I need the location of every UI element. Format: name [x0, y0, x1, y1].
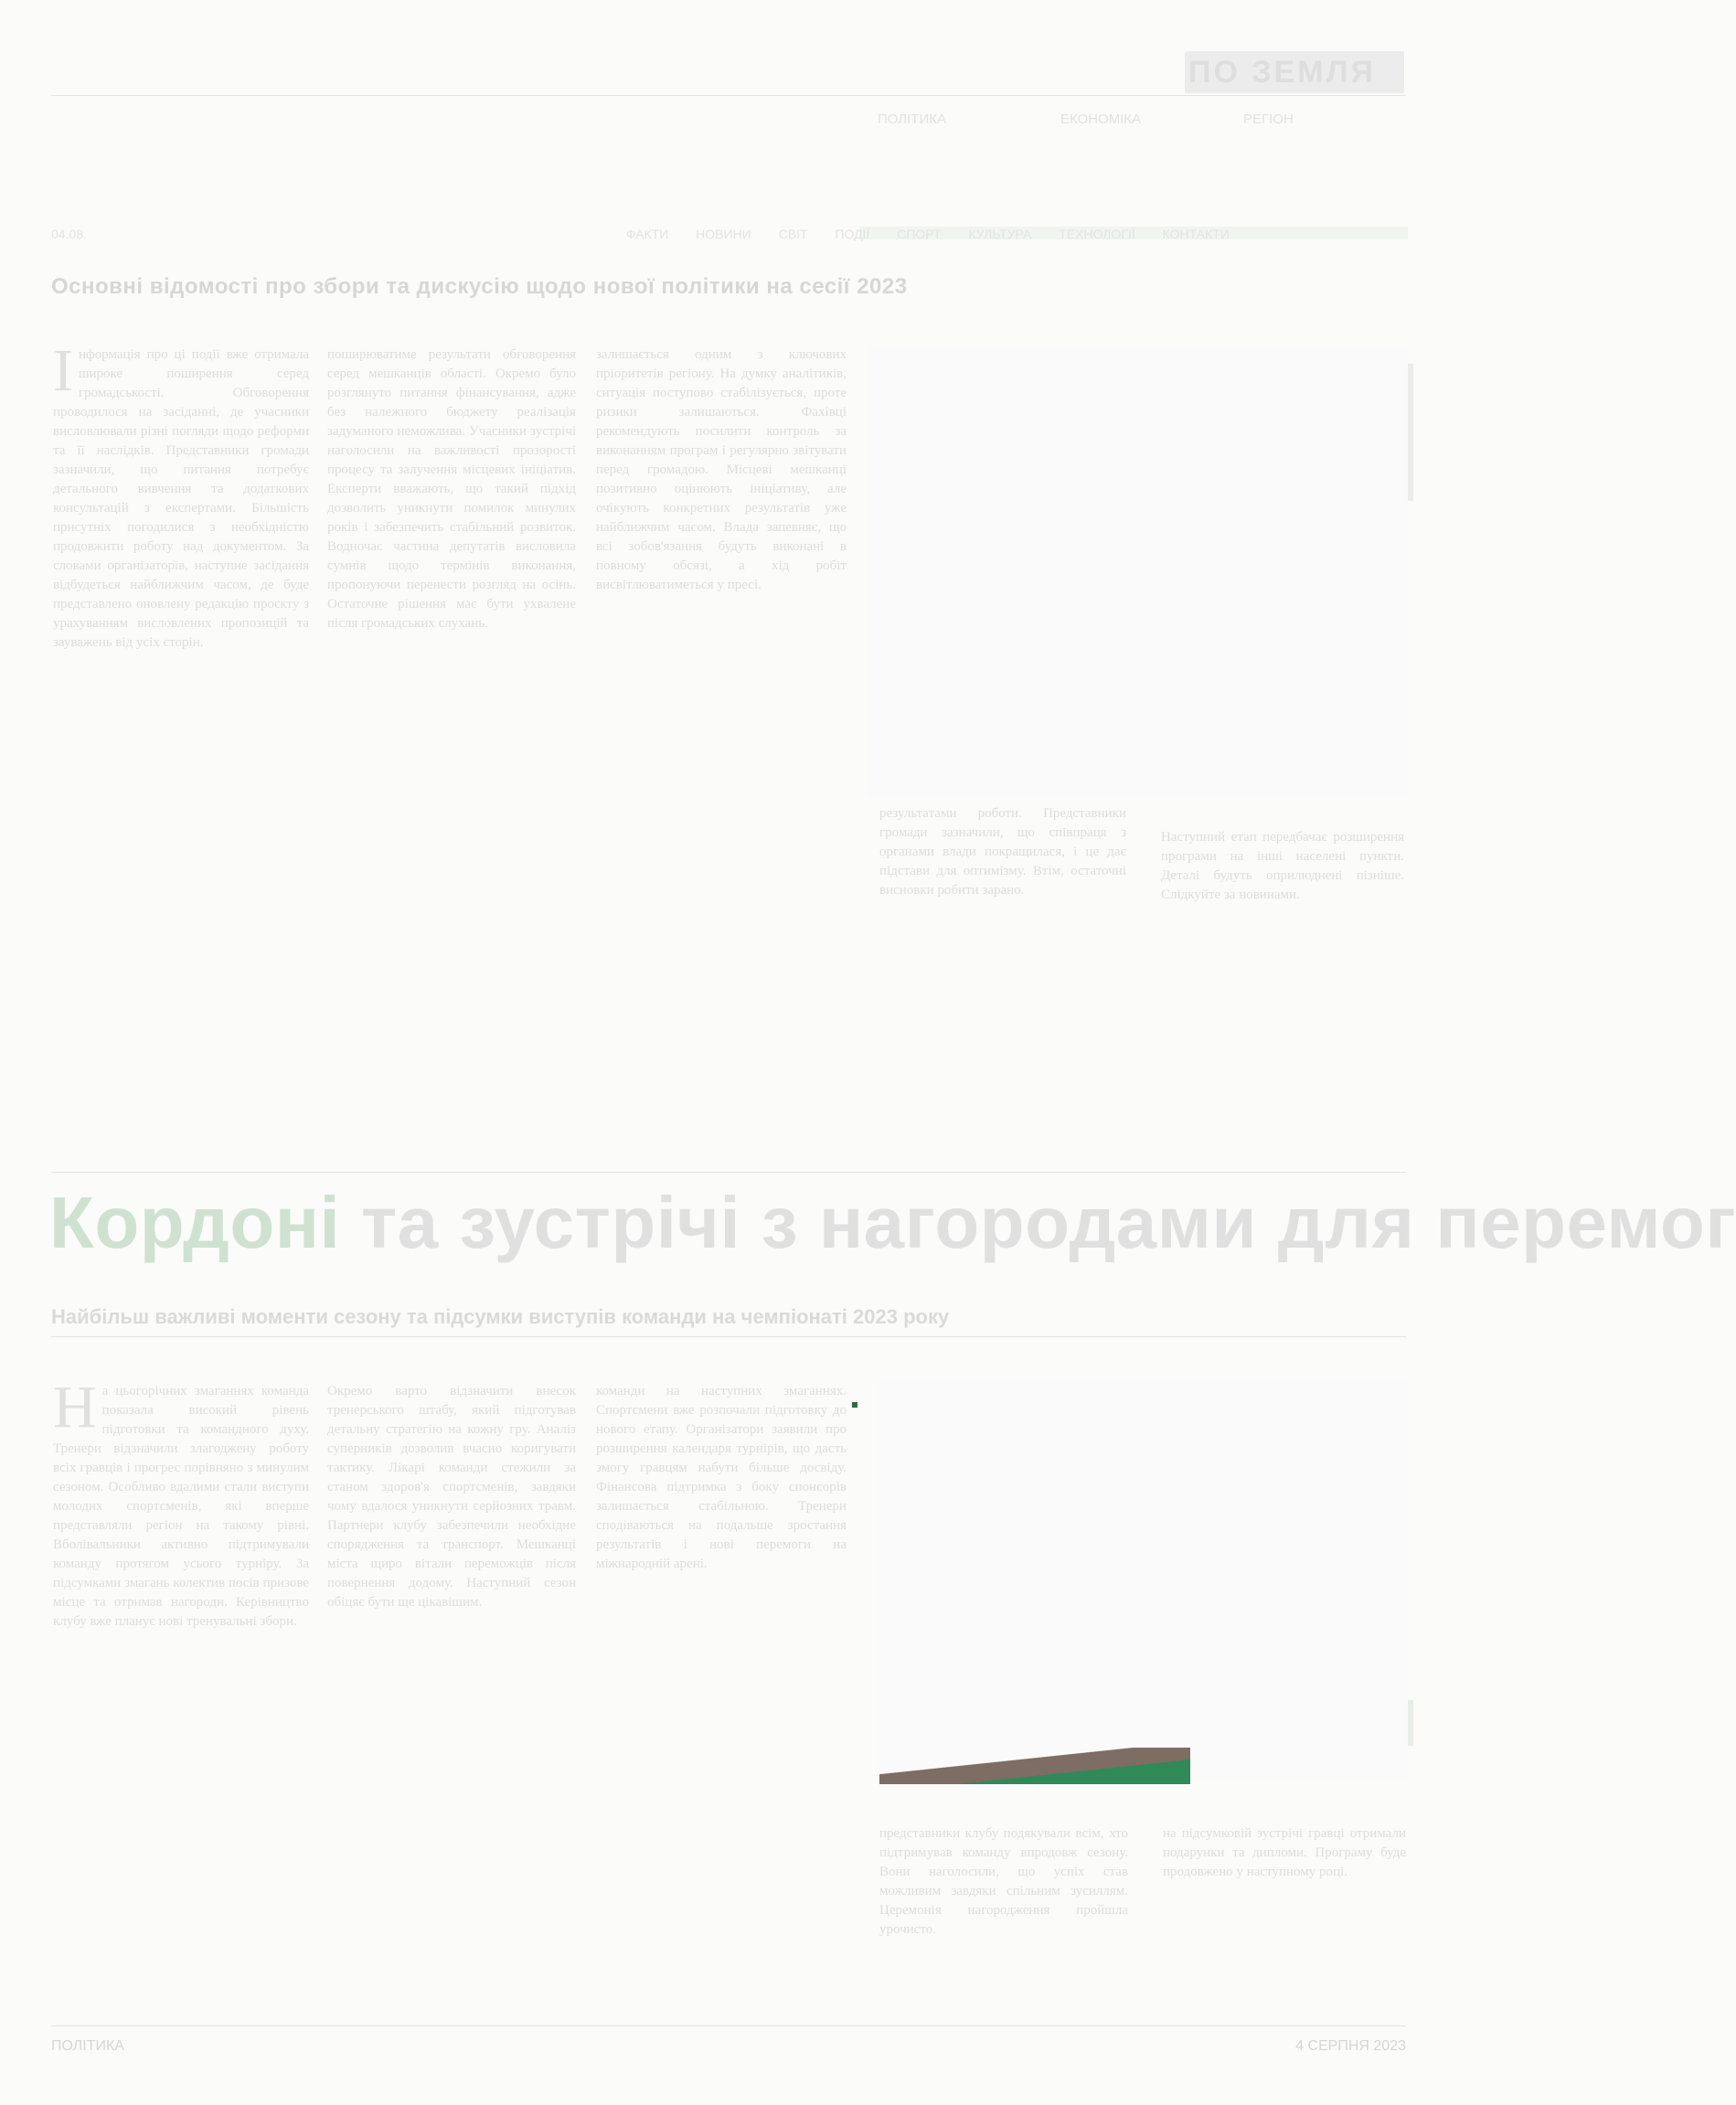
section-divider — [51, 1172, 1406, 1173]
ticker-date: 04.08. — [51, 227, 87, 241]
article2-col3-text: команди на наступних змаганнях. Спортсмени вже розпочали підготовку до нового етапу. Організатори заявили про розширення календаря турнірів, що дасть змогу гравцям набути більше досвіду. Фінансова підтримка з боку спонсорів залишається стабільною. Тренери сподіваються на подальше зростання результатів і нові перемоги на міжнародній арені. — [596, 1384, 847, 1571]
ticker-item[interactable]: ФАКТИ — [625, 227, 669, 241]
ticker-item[interactable]: КОНТАКТИ — [1162, 227, 1230, 241]
masthead-rule — [51, 95, 1406, 96]
article1-column-4 — [879, 804, 1126, 1137]
article2-photo-edge — [1408, 1700, 1413, 1746]
article2-headline-accent: Кордоні — [49, 1182, 341, 1263]
ticker-item[interactable]: СВІТ — [778, 227, 808, 241]
nav-item-region[interactable]: РЕГІОН — [1243, 112, 1294, 127]
article2-col4-text: представники клубу подякували всім, хто підтримував команду впродовж сезону. Вони наголосили, що успіх став можливим завдяки спільним зусиллям. Церемонія нагородження пройшла урочисто. — [879, 1826, 1128, 1937]
article2-column-2 — [327, 1382, 576, 2022]
nav-item-economy[interactable]: ЕКОНОМІКА — [1060, 112, 1142, 127]
article1-column-3 — [596, 346, 847, 1137]
masthead-brand: ПО ЗЕМЛЯ — [1188, 55, 1376, 90]
article2-headline-rest: та зустрічі з нагородами для перемог — [340, 1182, 1736, 1263]
article1-col5-text: Наступний етап передбачає розширення програми на інші населені пункти. Деталі будуть оприлюднені пізніше. Слідкуйте за новинами. — [1161, 830, 1404, 902]
article1-col1-text: нформація про ці події вже отримала широке поширення серед громадськості. Обговорення проводилося на засіданні, де учасники висловлювали різні погляди щодо реформи та її наслідків. Представники громади зазначили, що питання потребує детального вивчення та додаткових консультацій з експертами. Більшість присутніх погодилися з необхідністю продовжити роботу над документом. За словами організаторів, наступне засідання відбудеться найближчим часом, де буде представлено оновлену редакцію проєкту з урахуванням висловлених пропозицій та зауважень від усіх сторін. — [53, 347, 309, 650]
article1-deck: Основні відомості про збори та дискусію щодо нової політики на сесії 2023 — [51, 274, 908, 299]
article1-column-1 — [53, 337, 309, 1137]
ticker-item[interactable]: СПОРТ — [897, 227, 942, 241]
article1-column-2 — [327, 346, 576, 1137]
footer-section: ПОЛІТИКА — [51, 2038, 124, 2054]
footer-date: 4 СЕРПНЯ 2023 — [1295, 2038, 1406, 2054]
article2-headline — [49, 1181, 1736, 1265]
photo-corner-mark — [852, 1402, 857, 1408]
article1-photo — [867, 346, 1408, 797]
article2-col5-text: на підсумковій зустрічі гравці отримали подарунки та дипломи. Програму буде продовжено у наступному році. — [1163, 1826, 1406, 1879]
article2-column-1 — [53, 1374, 309, 2022]
article2-column-4 — [879, 1824, 1128, 2022]
article1-dropcap: І — [53, 337, 73, 404]
ticker-item[interactable]: КУЛЬТУРА — [968, 227, 1032, 241]
footer-rule — [51, 2025, 1406, 2026]
article1-col3-text: залишається одним з ключових пріоритетів регіону. На думку аналітиків, ситуація поступово стабілізується, проте ризики залишаються. Фахівці рекомендують посилити контроль за виконанням програм і регулярно звітувати перед громадою. Місцеві мешканці позитивно оцінюють ініціативу, але очікують конкретних результатів уже найближчим часом. Влада запевняє, що всі зобов'язання будуть виконані в повному обсязі, а хід робіт висвітлюватиметься у пресі. — [596, 347, 847, 592]
article1-photo-edge — [1408, 364, 1413, 501]
article2-rule — [51, 1336, 1406, 1337]
article1-col2-text: поширюватиме результати обговорення серед мешканців області. Окремо було розглянуто питання фінансування, адже без належного бюджету реалізація задуманого неможлива. Учасники зустрічі наголосили на важливості прозорості процесу та залучення місцевих ініціатив. Експерти вважають, що такий підхід дозволить уникнути помилок минулих років і забезпечить стабільний розвиток. Водночас частина депутатів висловила сумнів щодо термінів виконання, пропонуючи перенести розгляд на осінь. Остаточне рішення має бути ухвалене після громадських слухань. — [327, 347, 576, 631]
article2-dropcap: Н — [53, 1374, 97, 1441]
article2-column-5 — [1163, 1824, 1406, 2022]
ticker-item[interactable]: ПОДІЇ — [835, 227, 870, 241]
article2-col1-text: а цьогорічних змаганнях команда показала високий рівень підготовки та командного духу. Тренери відзначили злагоджену роботу всіх гравців і прогрес порівняно з минулим сезоном. Особливо вдалими стали виступи молодих спортсменів, які вперше представляли регіон на такому рівні. Вболівальники активно підтримували команду протягом усього турніру. За підсумками змагань колектив посів призове місце та отримав нагороди. Керівництво клубу вже планує нові тренувальні збори. — [53, 1384, 309, 1629]
article2-photo — [879, 1378, 1408, 1781]
nav-item-politics[interactable]: ПОЛІТИКА — [878, 112, 946, 127]
ticker-item[interactable]: ТЕХНОЛОГІЇ — [1059, 227, 1135, 241]
article1-col4-text: результатами роботи. Представники громади зазначили, що співпраця з органами влади покращилася, і це дає підстави для оптимізму. Втім, остаточні висновки робити зарано. — [879, 806, 1126, 898]
ticker-item[interactable]: НОВИНИ — [696, 227, 751, 241]
article2-photo-caption-strip — [879, 1748, 1190, 1784]
article2-col2-text: Окремо варто відзначити внесок тренерського штабу, який підготував детальну стратегію на кожну гру. Аналіз суперників дозволив вчасно коригувати тактику. Лікарі команди стежили за станом здоров'я спортсменів, завдяки чому вдалося уникнути серйозних травм. Партнери клубу забезпечили необхідне спорядження та транспорт. Мешканці міста щиро вітали переможців після повернення додому. Наступний сезон обіцяє бути ще цікавішим. — [327, 1384, 576, 1610]
article1-column-5 — [1161, 828, 1404, 1137]
article2-deck: Найбільш важливі моменти сезону та підсумки виступів команди на чемпіонаті 2023 року — [51, 1305, 950, 1328]
ticker-bar — [51, 227, 1406, 241]
article2-column-3 — [596, 1382, 847, 2022]
